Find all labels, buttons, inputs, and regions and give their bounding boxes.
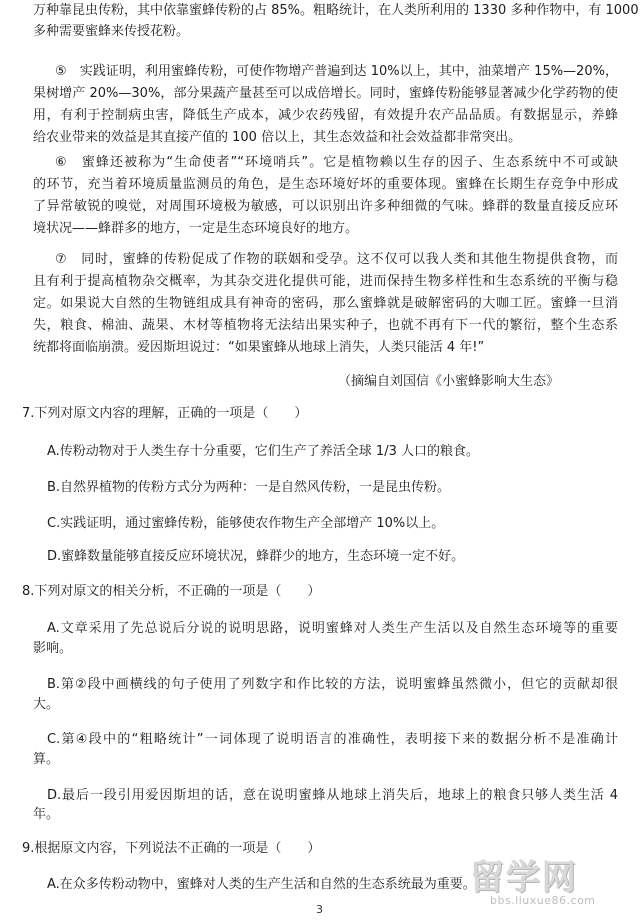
source-citation: （摘编自刘国信《小蜜蜂影响大生态》	[338, 374, 560, 389]
paragraph-7-line: ⑦ 同时，蜜蜂的传粉促成了作物的联姻和受孕。这不仅可以我人类和其他生物提供食物，而	[55, 252, 618, 267]
question-8-option-b: B.第②段中画横线的句子使用了列数字和作比较的方法，说明蜜蜂虽然微小，但它的贡献却很	[47, 677, 618, 692]
paragraph-7-line: 定。如果说大自然的生物链组成具有神奇的密码，那么蜜蜂就是破解密码的大咖工匠。蜜蜂一旦消	[33, 296, 618, 311]
question-7-stem: 7.下列对原文内容的理解，正确的一项是（ ）	[22, 406, 308, 421]
question-8-option-b-cont: 大。	[33, 697, 60, 712]
paragraph-6-line: 的环节，充当着环境质量监测员的角色，是生态环境好坏的重要体现。蜜蜂在长期生存竞争中形成	[33, 177, 618, 192]
watermark-text: 留学网	[470, 858, 578, 898]
watermark-url: bbs.liuxue86.com	[490, 894, 596, 907]
paragraph-5-line: 用，有利于控制病虫害，降低生产成本，减少农药残留，有效提升农产品品质。有数据显示，养蜂	[33, 108, 618, 123]
question-8-option-d-cont: 年。	[33, 807, 60, 822]
question-8-stem: 8.下列对原文的相关分析，不正确的一项是（ ）	[22, 584, 321, 599]
text-line: 多种需要蜜蜂来传授花粉。	[33, 24, 190, 39]
question-7-option-b: B.自然界植物的传粉方式分为两种：一是自然风传粉，一是昆虫传粉。	[47, 480, 451, 495]
question-8-option-c-cont: 算。	[33, 752, 60, 767]
question-8-option-c: C.第④段中的“粗略统计”一词体现了说明语言的准确性，表明接下来的数据分析不是准确计	[47, 732, 618, 747]
question-8-option-a-cont: 影响。	[33, 641, 73, 656]
paragraph-5-line: ⑤ 实践证明，利用蜜蜂传粉，可使作物增产普遍到达 10%以上，其中，油菜增产 15%—20%，	[55, 64, 618, 79]
question-8-option-d: D.最后一段引用爱因斯坦的话，意在说明蜜蜂从地球上消失后，地球上的粮食只够人类生活 4	[47, 788, 618, 803]
paragraph-7-line: 失，粮食、棉油、蔬果、木材等植物将无法结出果实种子，也就不再有下一代的繁衍，整个生态系	[33, 318, 618, 333]
paragraph-7-line: 统都将面临崩溃。爱因斯坦说过：“如果蜜蜂从地球上消失，人类只能活 4 年!”	[33, 340, 485, 355]
page-number: 3	[316, 903, 323, 916]
question-7-option-a: A.传粉动物对于人类生存十分重要，它们生产了养活全球 1/3 人口的粮食。	[47, 444, 479, 459]
question-9-option-a: A.在众多传粉动物中，蜜蜂对人类的生产生活和自然的生态系统最为重要。	[47, 877, 476, 892]
question-9-stem: 9.根据原文内容，下列说法不正确的一项是（ ）	[22, 841, 321, 856]
paragraph-7-line: 且有利于提高植物杂交概率，为其杂交进化提供可能，进而保持生物多样性和生态系统的平衡与稳	[33, 274, 618, 289]
watermark-logo	[464, 850, 634, 920]
text-line: 万种靠昆虫传粉，其中依靠蜜蜂传粉的占 85%。粗略统计，在人类所利用的 1330 多种作物中，有 1000	[33, 3, 639, 18]
question-7-option-c: C.实践证明，通过蜜蜂传粉，能够使农作物生产全部增产 10%以上。	[47, 516, 445, 531]
paragraph-5-line: 给农业带来的效益是其直接产值的 100 倍以上，其生态效益和社会效益都非常突出。	[33, 130, 522, 145]
paragraph-6-line: ⑥ 蜜蜂还被称为“生命使者”“环境哨兵”。它是植物赖以生存的因子、生态系统中不可或缺	[55, 155, 618, 170]
question-8-option-a: A.文章采用了先总说后分说的说明思路，说明蜜蜂对人类生产生活以及自然生态环境等的重要	[47, 621, 618, 636]
paragraph-6-line: 了异常敏锐的嗅觉，对周围环境极为敏感，可以识别出许多种细微的气味。蜂群的数量直接反应环	[33, 199, 618, 214]
paragraph-5-line: 果树增产 20%—30%，部分果蔬产量甚至可以成倍增长。同时，蜜蜂传粉能够显著减少化学药物的使	[33, 86, 618, 101]
paragraph-6-line: 境状况——蜂群多的地方，一定是生态环境良好的地方。	[33, 221, 359, 236]
question-7-option-d: D.蜜蜂数量能够直接反应环境状况，蜂群少的地方，生态环境一定不好。	[47, 549, 465, 564]
